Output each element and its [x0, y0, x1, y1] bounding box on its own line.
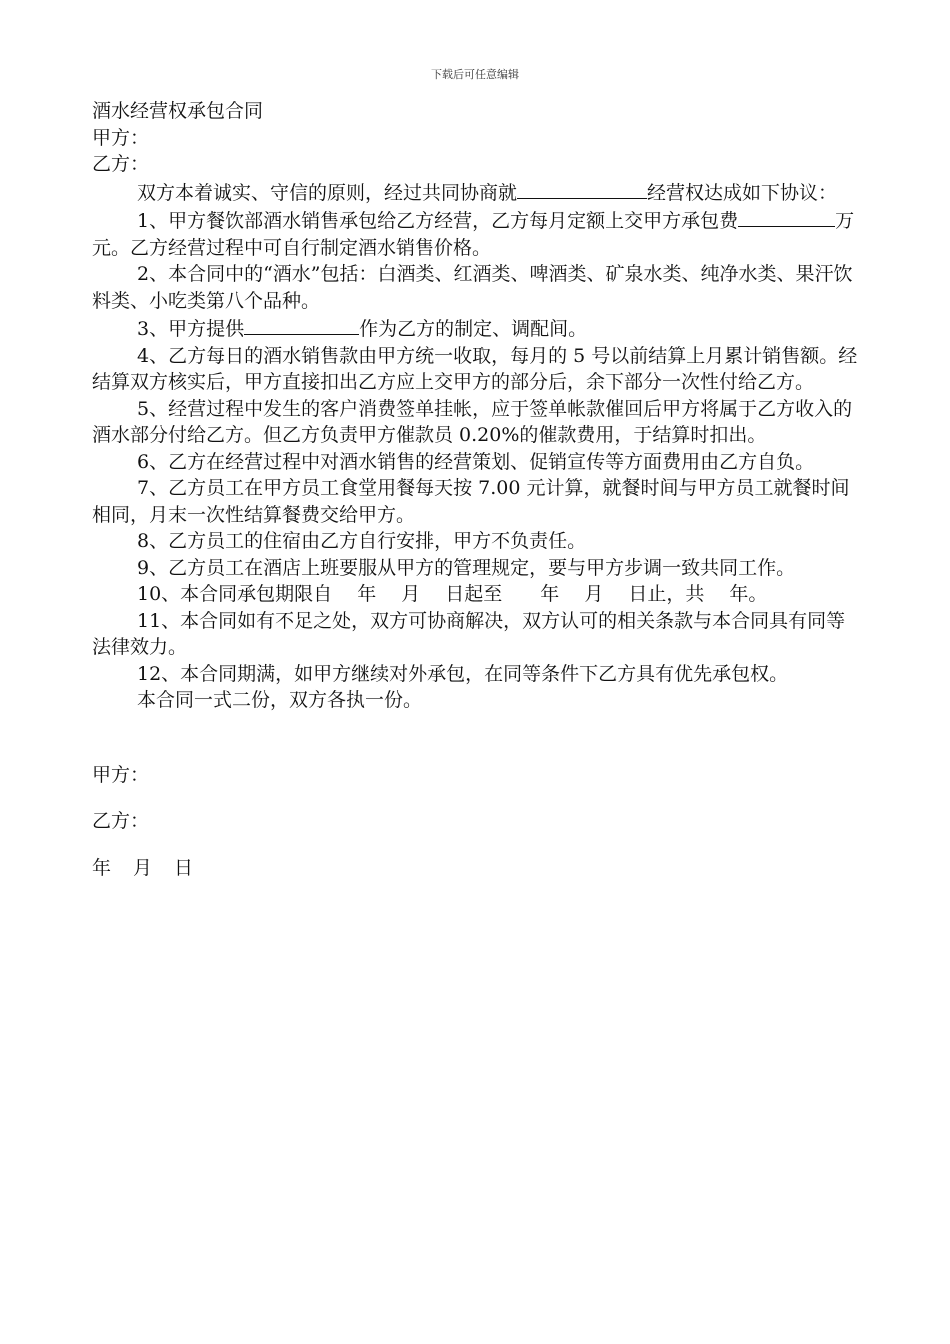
party-a-line: 甲方： [92, 126, 150, 149]
clause-12: 12、本合同期满，如甲方继续对外承包，在同等条件下乙方具有优先承包权。 [137, 662, 789, 685]
date-month: 月 [133, 856, 153, 879]
date-year: 年 [92, 856, 112, 879]
clause-10: 10、本合同承包期限自 年 月 日起至 年 月 日止，共 年。 [137, 583, 768, 605]
blank-underline [517, 178, 647, 199]
clause-5: 5、经营过程中发生的客户消费签单挂帐，应于签单帐款催回后甲方将属于乙方收入的酒水部分付给乙方。但乙方负责甲方催款员 0.20%的催款费用，于结算时扣出。 [92, 397, 853, 446]
intro-text-after: 经营权达成如下协议： [647, 181, 838, 204]
clause-7: 7、乙方员工在甲方员工食堂用餐每天按 7.00 元计算，就餐时间与甲方员工就餐时间相同，月末一次性结算餐费交给甲方。 [92, 477, 850, 526]
clause-9: 9、乙方员工在酒店上班要服从甲方的管理规定，要与甲方步调一致共同工作。 [137, 556, 796, 579]
clause-3-before: 3、甲方提供 [137, 318, 245, 340]
signature-party-a: 甲方： [92, 763, 150, 786]
spacer [92, 788, 860, 808]
intro-text-before: 双方本着诚实、守信的原则，经过共同协商就 [137, 181, 518, 204]
clause-1-after: 万元。乙方经营过程中可自行制定酒水销售价格。 [92, 210, 855, 259]
contract-document [92, 98, 860, 881]
blank-underline [244, 314, 359, 335]
clause-6: 6、乙方在经营过程中对酒水销售的经营策划、促销宣传等方面费用由乙方自负。 [137, 450, 815, 473]
signature-date [92, 855, 860, 882]
clause-8: 8、乙方员工的住宿由乙方自行安排，甲方不负责任。 [137, 530, 587, 552]
page-header-note: 下载后可任意编辑 [431, 68, 519, 81]
clause-3-after: 作为乙方的制定、调配间。 [359, 318, 588, 340]
clause-11: 11、本合同如有不足之处，双方可协商解决，双方认可的相关条款与本合同具有同等法律效力。 [92, 609, 846, 658]
blank-underline [738, 206, 835, 227]
party-b-line: 乙方： [92, 153, 150, 175]
signature-party-b: 乙方： [92, 810, 150, 832]
date-day: 日 [174, 856, 194, 879]
document-title: 酒水经营权承包合同 [92, 100, 264, 122]
spacer [92, 714, 860, 762]
intro-paragraph [92, 178, 860, 207]
clause-1-before: 1、甲方餐饮部酒水销售承包给乙方经营，乙方每月定额上交甲方承包费 [137, 210, 739, 232]
spacer [92, 835, 860, 855]
closing-paragraph: 本合同一式二份，双方各执一份。 [137, 689, 423, 711]
clause-4: 4、乙方每日的酒水销售款由甲方统一收取，每月的 5 号以前结算上月累计销售额。经结算双方核实后，甲方直接扣出乙方应上交甲方的部分后，余下部分一次性付给乙方。 [92, 344, 858, 393]
clause-2: 2、本合同中的“酒水”包括：白酒类、红酒类、啤酒类、矿泉水类、纯净水类、果汗饮料类、小吃类第八个品种。 [92, 263, 853, 312]
clause-3 [92, 314, 860, 343]
clause-1 [92, 206, 860, 261]
